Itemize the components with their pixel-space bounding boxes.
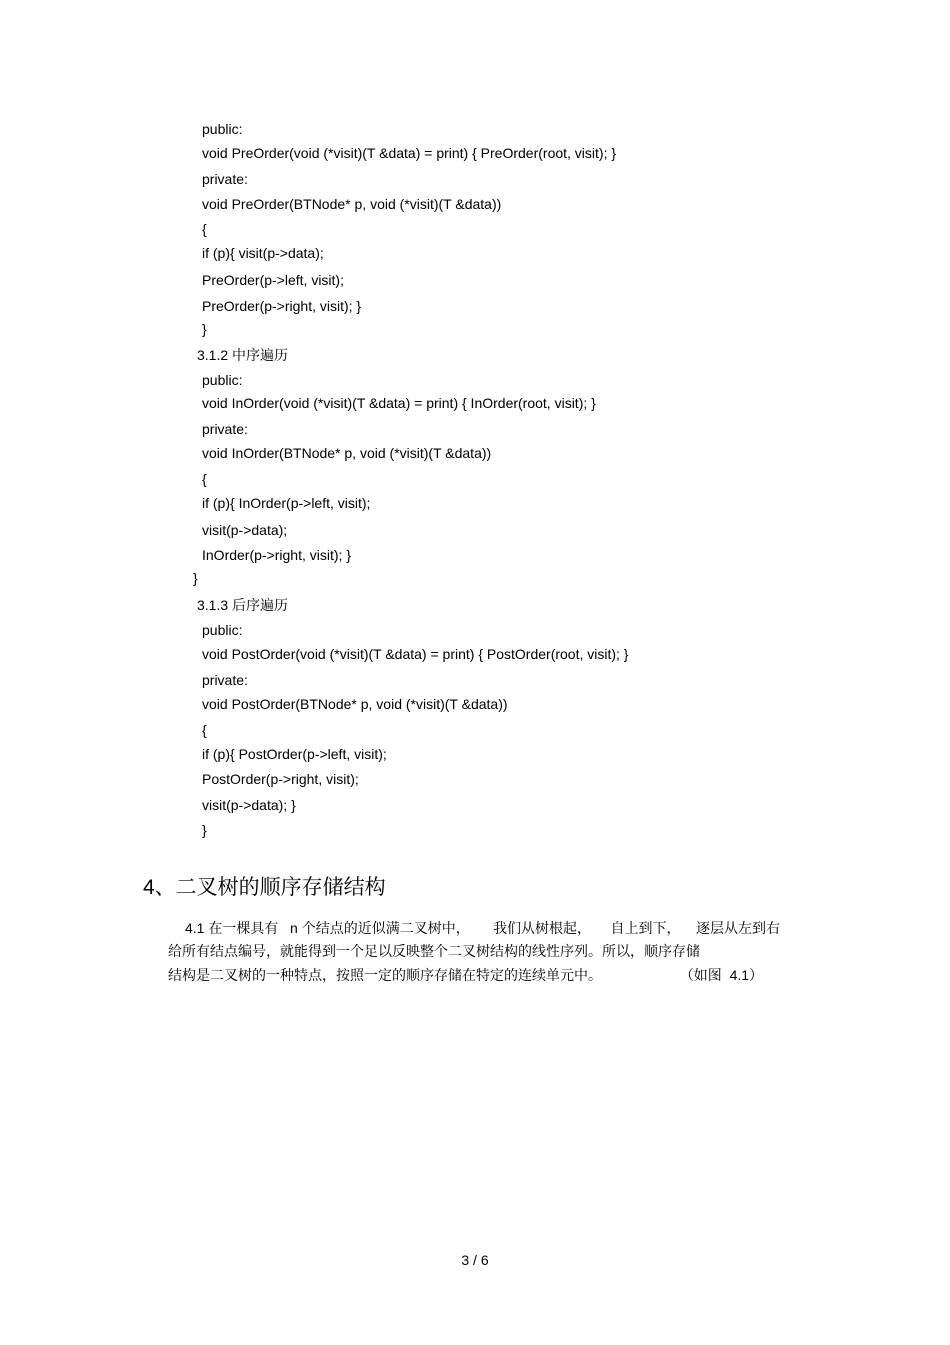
code-line: }	[202, 321, 207, 337]
code-line: PostOrder(p->right, visit);	[202, 771, 359, 787]
code-line: if (p){ visit(p->data);	[202, 245, 324, 261]
code-line: {	[202, 471, 207, 487]
code-line: public:	[202, 372, 243, 388]
code-line: public:	[202, 622, 243, 638]
code-line: {	[202, 221, 207, 237]
paragraph-line: 给所有结点编号，就能得到一个足以反映整个二叉树结构的线性序列。所以，顺序存储	[168, 943, 700, 959]
code-line: PreOrder(p->right, visit); }	[202, 298, 362, 314]
code-line: void InOrder(BTNode* p, void (*visit)(T &data))	[202, 445, 492, 461]
code-line: public:	[202, 121, 243, 137]
code-line: void InOrder(void (*visit)(T &data) = print) { InOrder(root, visit); }	[202, 395, 596, 411]
subsection-heading-inorder: 3.1.2 中序遍历	[197, 347, 289, 363]
code-line: if (p){ InOrder(p->left, visit);	[202, 495, 371, 511]
code-line: PreOrder(p->left, visit);	[202, 272, 344, 288]
code-line: }	[202, 822, 207, 838]
code-line: void PostOrder(BTNode* p, void (*visit)(T &data))	[202, 696, 508, 712]
code-line: {	[202, 722, 207, 738]
code-line: private:	[202, 171, 248, 187]
code-line: void PostOrder(void (*visit)(T &data) = print) { PostOrder(root, visit); }	[202, 646, 629, 662]
section-heading: 4、二叉树的顺序存储结构	[143, 876, 386, 899]
code-line: void PreOrder(BTNode* p, void (*visit)(T &data))	[202, 196, 502, 212]
paragraph-line: 结构是二叉树的一种特点，按照一定的顺序存储在特定的连续单元中。 （如图 4.1）	[168, 967, 764, 983]
subsection-heading-postorder: 3.1.3 后序遍历	[197, 597, 289, 613]
code-line: void PreOrder(void (*visit)(T &data) = print) { PreOrder(root, visit); }	[202, 145, 617, 161]
code-line: private:	[202, 672, 248, 688]
code-line: InOrder(p->right, visit); }	[202, 547, 351, 563]
page-number: 3 / 6	[461, 1252, 489, 1268]
paragraph-line: 4.1 在一棵具有 n 个结点的近似满二叉树中， 我们从树根起， 自上到下， 逐层从左到右	[185, 920, 781, 936]
code-line: visit(p->data);	[202, 522, 288, 538]
code-line: private:	[202, 421, 248, 437]
code-line: if (p){ PostOrder(p->left, visit);	[202, 746, 387, 762]
code-line: visit(p->data); }	[202, 797, 296, 813]
code-line: }	[193, 570, 198, 586]
